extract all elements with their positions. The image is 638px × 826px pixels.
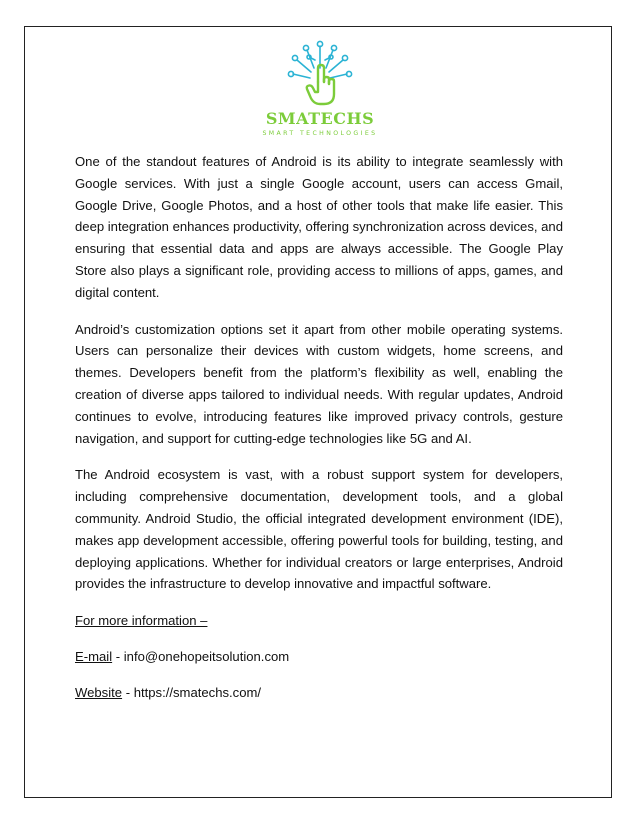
email-separator: - — [112, 648, 124, 664]
paragraph-customization: Android’s customization options set it apart from other mobile operating systems. Users can personalize their devices with custom widgets, home screens, and themes. Developers benefit from the platform’s flexibility as well, enabling the creation of diverse apps tailored to individual needs. With regular updates, Android continues to evolve, introducing features like improved privacy controls, gesture navigation, and support for cutting-edge technologies like 5G and AI. — [75, 321, 563, 446]
email-link[interactable]: info@onehopeitsolution.com — [123, 648, 290, 664]
contact-email — [75, 646, 563, 668]
paragraph-ecosystem: The Android ecosystem is vast, with a robust support system for developers, including comprehensive documentation, development tools, and a global community. Android Studio, the official integrated development environment (IDE), makes app development accessible, offering powerful tools for building, testing, and deploying applications. Whether for individual creators or large enterprises, Android provides the infrastructure to develop innovative and impactful software. — [75, 467, 563, 592]
contact-heading — [75, 610, 563, 632]
contact-heading-text: For more information – — [75, 613, 208, 629]
hand-circuit-icon — [285, 38, 355, 108]
website-label: Website — [75, 684, 123, 700]
website-separator: - — [122, 684, 134, 700]
company-logo — [250, 38, 390, 138]
paragraph-google-integration: One of the standout features of Android is its ability to integrate seamlessly with Google services. With just a single Google account, users can access Gmail, Google Drive, Google Photos, and a host of other tools that make life easier. This deep integration enhances productivity, offering synchronization across devices, and ensuring that essential data and apps are always accessible. The Google Play Store also plays a significant role, providing access to millions of apps, games, and digital content. — [75, 154, 563, 300]
website-link[interactable]: https://smatechs.com/ — [133, 684, 262, 700]
logo-title: SMATECHS — [265, 109, 375, 128]
email-label: E-mail — [75, 648, 113, 664]
document-body — [75, 151, 563, 718]
contact-website — [75, 682, 563, 704]
logo-subtitle: SMART TECHNOLOGIES — [262, 130, 378, 137]
